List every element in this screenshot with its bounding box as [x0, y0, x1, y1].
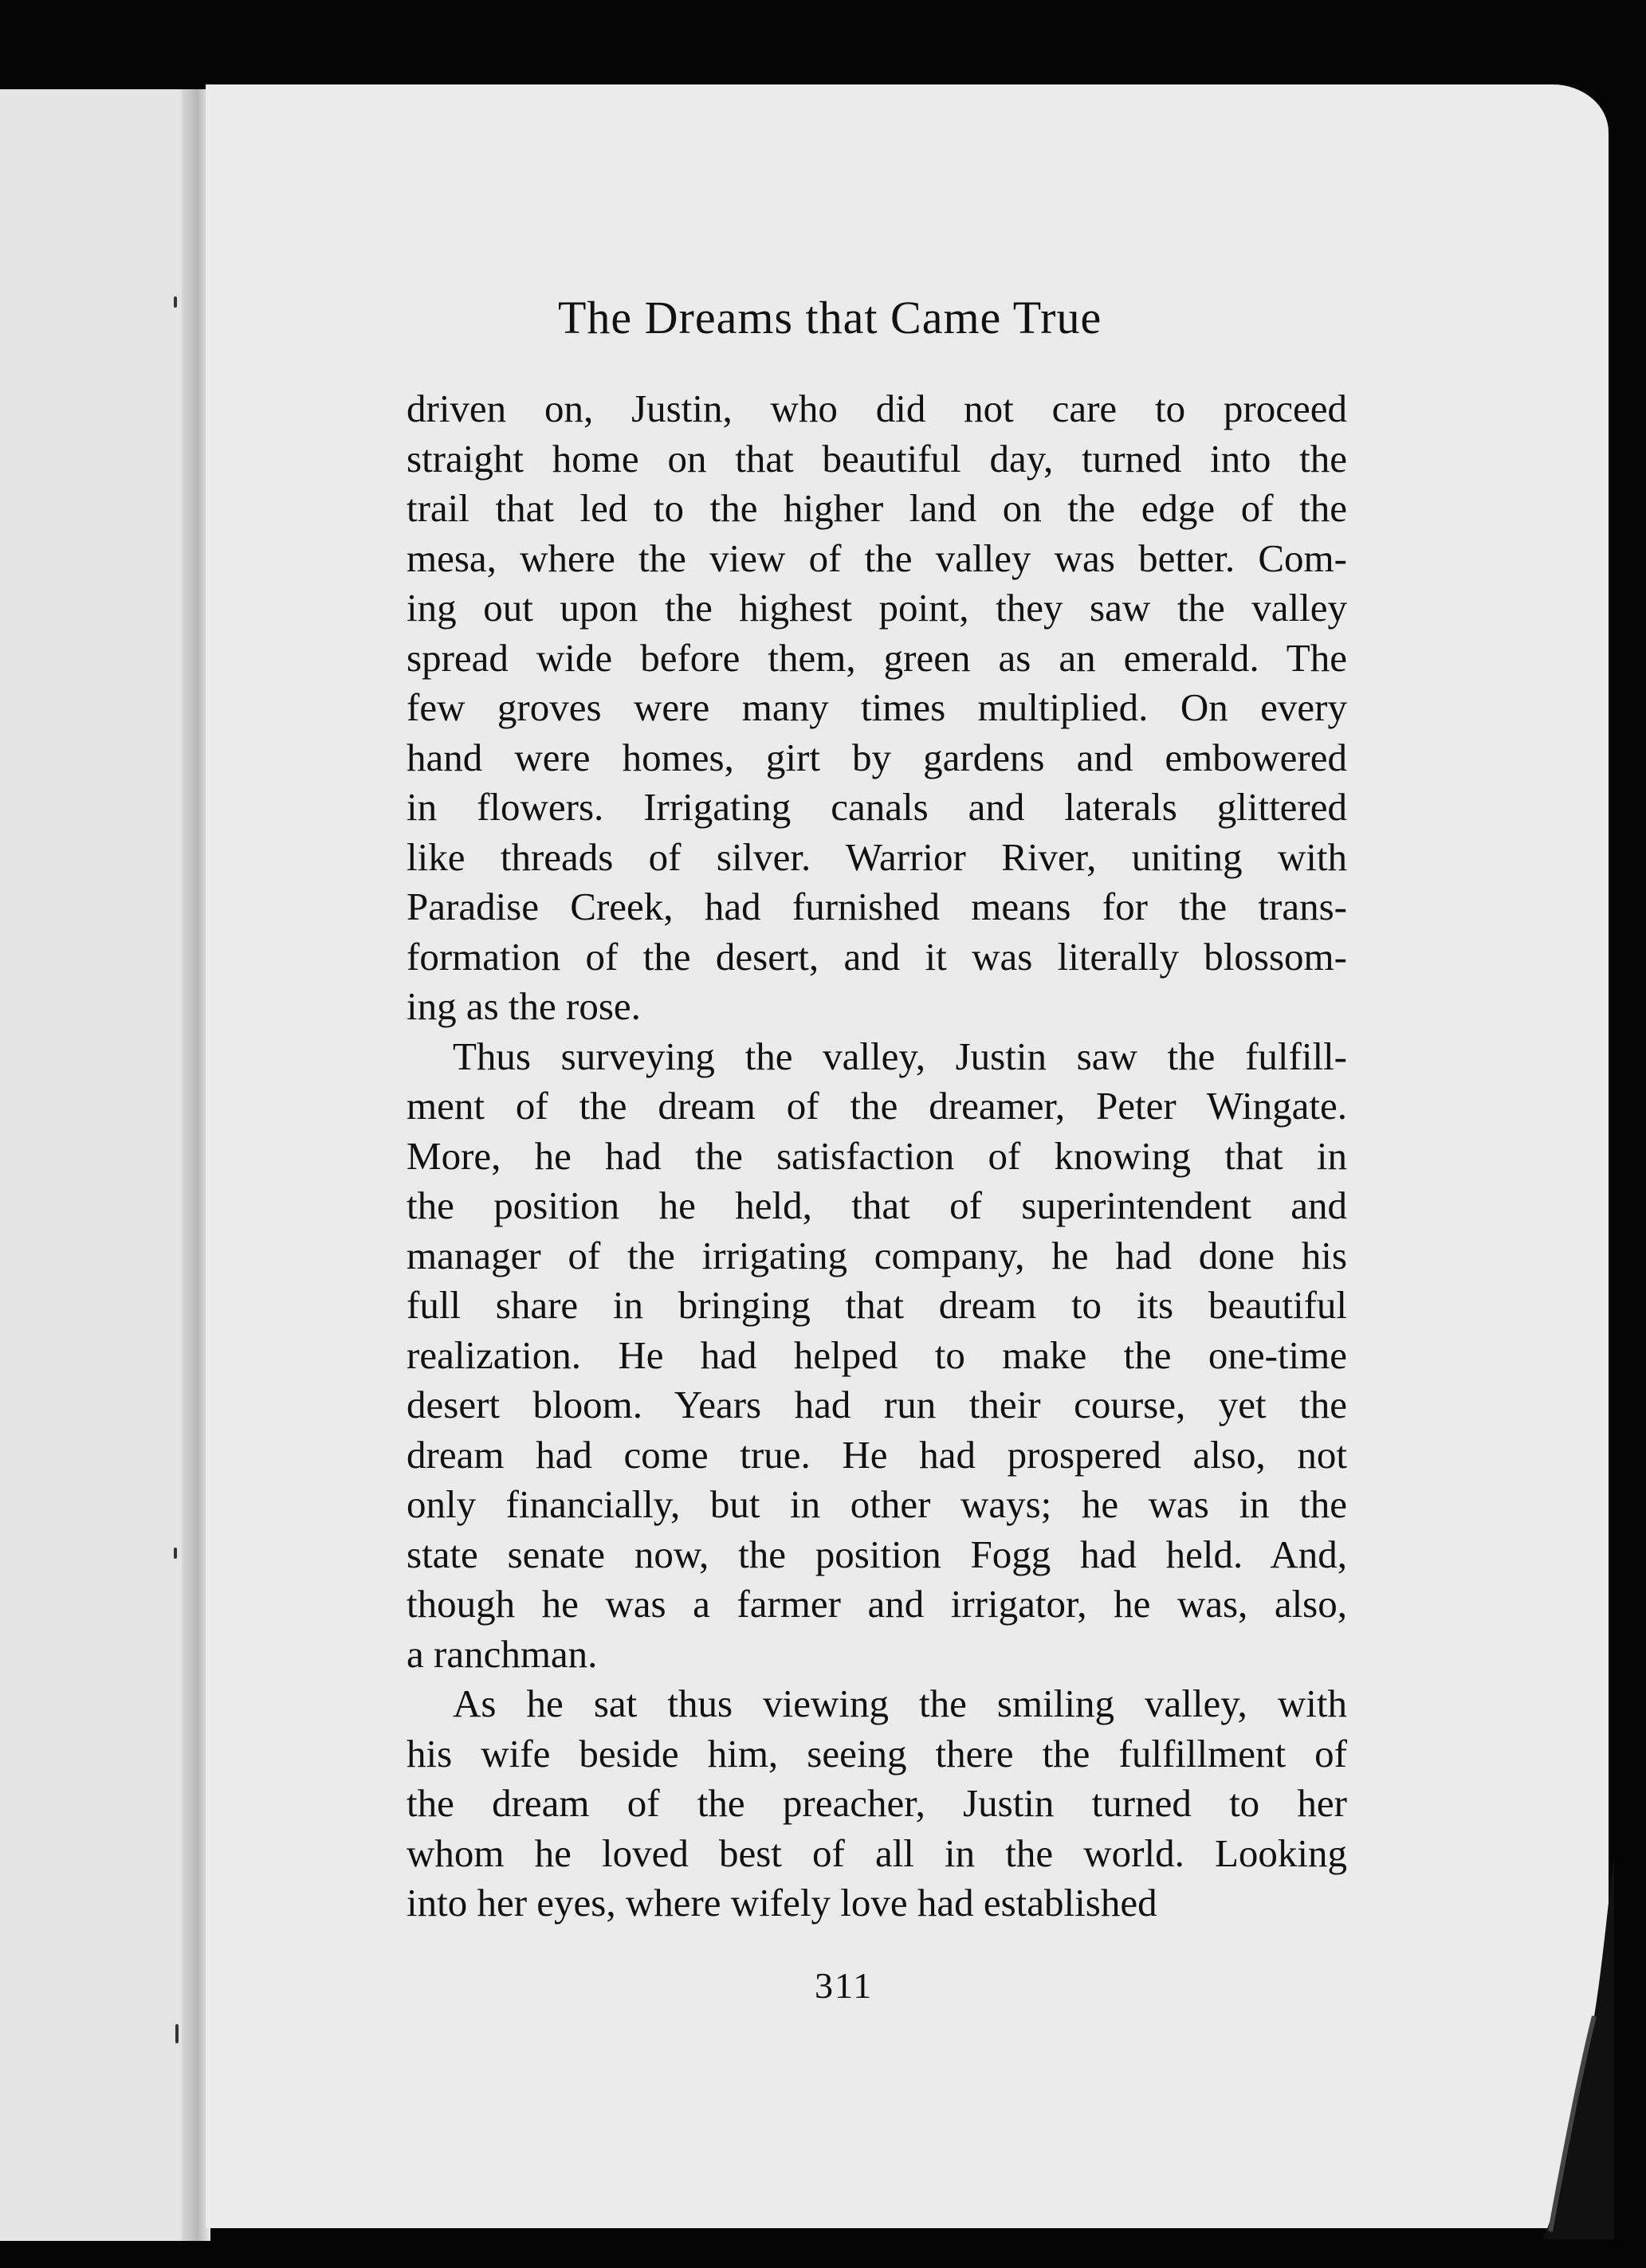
text-line: manager of the irrigating company, he had done his: [407, 1233, 1347, 1277]
text-line: ing as the rose.: [407, 984, 641, 1028]
page-number: 311: [815, 1965, 874, 2006]
text-line: hand were homes, girt by gardens and embowered: [407, 735, 1347, 779]
page-curl-shadow: [1518, 1857, 1614, 2239]
text-line: straight home on that beautiful day, turned into the: [407, 436, 1347, 481]
text-line: few groves were many times multiplied. On every: [407, 685, 1347, 729]
text-line: As he sat thus viewing the smiling valley, with: [453, 1681, 1347, 1725]
scan-speck: [175, 2024, 179, 2043]
text-line: More, he had the satisfaction of knowing that in: [407, 1133, 1347, 1178]
text-line: into her eyes, where wifely love had established: [407, 1881, 1157, 1925]
facing-page-edge: [0, 89, 203, 2241]
text-line: though he was a farmer and irrigator, he was, also,: [407, 1582, 1347, 1626]
text-line: Thus surveying the valley, Justin saw the fulfill-: [453, 1034, 1347, 1078]
paragraph: [407, 384, 1347, 1032]
body-text: [407, 384, 1347, 1929]
text-line: ment of the dream of the dreamer, Peter Wingate.: [407, 1084, 1347, 1128]
scan-speck: [174, 296, 177, 308]
paragraph: [407, 1032, 1347, 1680]
text-line: formation of the desert, and it was literally blossom-: [407, 934, 1347, 979]
paragraph: [407, 1679, 1347, 1929]
text-line: driven on, Justin, who did not care to proceed: [407, 387, 1347, 430]
text-line: full share in bringing that dream to its beautiful: [407, 1283, 1347, 1327]
text-line: the position he held, that of superintendent and: [407, 1183, 1347, 1227]
text-line: in flowers. Irrigating canals and laterals glittered: [407, 785, 1347, 829]
text-line: mesa, where the view of the valley was better. Com-: [407, 536, 1347, 580]
text-line: ing out upon the highest point, they saw the valley: [407, 586, 1347, 630]
text-line: realization. He had helped to make the one-time: [407, 1332, 1347, 1377]
text-line: desert bloom. Years had run their course, yet the: [407, 1383, 1347, 1426]
text-line: state senate now, the position Fogg had held. And,: [407, 1532, 1347, 1576]
text-line: spread wide before them, green as an emerald. The: [407, 635, 1347, 680]
running-head: The Dreams that Came True: [558, 292, 1102, 343]
text-line: like threads of silver. Warrior River, uniting with: [407, 834, 1347, 879]
text-line: the dream of the preacher, Justin turned to her: [407, 1781, 1347, 1825]
scan-speck: [174, 1548, 177, 1559]
text-line: dream had come true. He had prospered also, not: [407, 1432, 1347, 1477]
text-line: Paradise Creek, had furnished means for the trans-: [407, 885, 1347, 928]
text-line: a ranchman.: [407, 1631, 598, 1676]
text-line: whom he loved best of all in the world. Looking: [407, 1830, 1347, 1875]
text-line: trail that led to the higher land on the edge of the: [407, 486, 1347, 530]
text-line: his wife beside him, seeing there the fulfillment of: [407, 1731, 1347, 1776]
text-line: only financially, but in other ways; he was in the: [407, 1482, 1347, 1526]
